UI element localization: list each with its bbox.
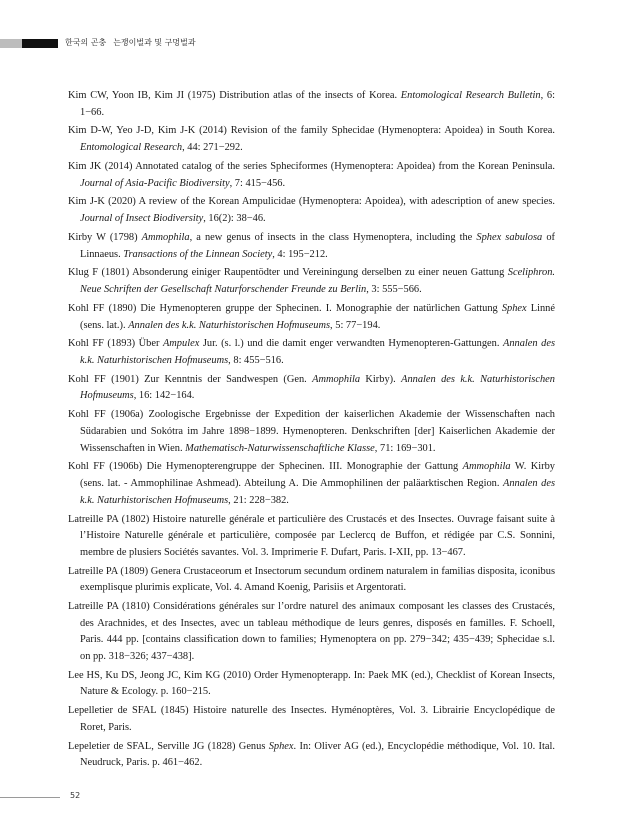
footer-rule — [0, 797, 60, 798]
reference-text: Kohl FF (1906a) Zoologische Ergebnisse der Expedition der kaiserlichen Akademie der Wissenschaften nach Südarabien und Sokótra im Jahre 1898−1899. Hymenopteren. Denkschriften [der] Kaiserlichen Akademie der Wissenschaften in Wien. — [68, 409, 555, 454]
reference-italic-text: Ammophila — [462, 461, 511, 473]
reference-text: Kohl FF (1901) Zur Kenntnis der Sandwespen (Gen. — [68, 373, 313, 385]
reference-text: , 4: 195−212. — [272, 248, 328, 260]
reference-text: Linné (sens. lat.). — [80, 302, 555, 331]
reference-text: , 16(2): 38−46. — [203, 213, 266, 225]
reference-text: Kim JK (2014) Annotated catalog of the series Spheciformes (Hymenoptera: Apoidea) from the Korean Peninsula. — [68, 160, 555, 172]
reference-italic-text: Ampulex — [162, 338, 200, 350]
reference-text: of Linnaeus. — [80, 231, 555, 260]
reference-italic-text: Entomological Research Bulletin — [400, 90, 541, 101]
reference-entry — [68, 564, 555, 597]
reference-italic-text: Transactions of the Linnean Society — [123, 248, 273, 260]
reference-italic-text: Annalen des k.k. Naturhistorischen Hofmuseums — [80, 338, 555, 366]
reference-text: Kirby W (1798) — [68, 231, 142, 243]
reference-text: Kim CW, Yoon IB, Kim JI (1975) Distribution atlas of the insects of Korea. — [68, 90, 401, 101]
reference-italic-text: Sceliphron. Neue Schriften der Gesellschaft Naturforschender Freunde zu Berlin — [80, 267, 555, 296]
reference-entry — [68, 372, 555, 405]
reference-italic-text: Mathematisch-Naturwissenschaftliche Klasse — [185, 442, 375, 454]
reference-text: Latreille PA (1810) Considérations générales sur l’ordre naturel des animaux composant les classes des Crustacés, des Arachnides, et des Insectes, avec un tableau méthodique de leurs genres, disposés en familles. F. Schoell, Paris. 444 pp. [contains classification down to families; Hymenoptera on pp. 279−342; 435−439; Sphecidae s.l. on pp. 318−326; 437−438]. — [68, 601, 555, 662]
header-gray-bar — [0, 39, 22, 48]
reference-italic-text: Sphex — [268, 740, 294, 752]
reference-entry — [68, 265, 555, 298]
page-number: 52 — [70, 791, 81, 800]
reference-text: Klug F (1801) Absonderung einiger Raupentödter und Vereiningung derselben zu einer neuen Gattung — [68, 267, 508, 279]
reference-italic-text: Annalen des k.k. Naturhistorischen Hofmuseums — [80, 478, 555, 506]
reference-entry — [68, 739, 555, 772]
reference-italic-text: Annalen des k.k. Naturhistorischen Hofmuseums — [128, 319, 331, 331]
reference-entry — [68, 230, 555, 263]
reference-italic-text: Entomological Research — [80, 142, 183, 154]
reference-text: , 7: 415−456. — [229, 177, 286, 189]
reference-entry — [68, 668, 555, 701]
reference-entry — [68, 459, 555, 509]
reference-text: , 3: 555−566. — [366, 284, 422, 296]
header-black-bar — [22, 39, 58, 48]
reference-text: Lepelletier de SFAL (1845) Histoire naturelle des Insectes. Hyménoptères, Vol. 3. Librairie Encyclopédique de Roret, Paris. — [68, 705, 555, 733]
reference-entry — [68, 512, 555, 562]
header-subtitle: 는쟁이벌과 및 구멍벌과 — [113, 38, 196, 47]
reference-entry — [68, 336, 555, 369]
reference-text: Kohl FF (1890) Die Hymenopteren gruppe der Sphecinen. I. Monographie der natürlichen Gattung — [68, 302, 502, 314]
reference-text: Jur. (s. l.) und die damit enger verwandten Hymenopteren-Gattungen. — [199, 338, 503, 350]
reference-text: Latreille PA (1802) Histoire naturelle générale et particulière des Crustacés et des Insectes. Ouvrage faisant suite à l’Histoire Naturelle générale et particulière, composée par Leclercq de Buffon, et rédigée par C.S. Sonnini, membre de plusiers Sociétés savantes. Vol. 3. Imprimerie F. Dufart, Paris. I-XII, pp. 13−467. — [68, 513, 555, 558]
reference-entry — [68, 123, 555, 156]
reference-text: Kim J-K (2020) A review of the Korean Ampulicidae (Hymenoptera: Apoidea), with adescription of anew species. — [68, 196, 555, 208]
reference-italic-text: Journal of Asia-Pacific Biodiversity — [80, 177, 230, 189]
reference-text: , 44: 271−292. — [182, 142, 243, 154]
reference-text: Kohl FF (1893) Über — [68, 338, 163, 350]
reference-text: W. Kirby (sens. lat. - Ammophilinae Ashmead). Abteilung A. Die Ammophilinen der paläarktischen Region. — [80, 461, 556, 490]
running-header — [65, 37, 196, 48]
reference-text: Kirby). — [360, 373, 402, 385]
reference-entry — [68, 301, 555, 334]
reference-text: , 6: 1−66. — [80, 90, 555, 118]
reference-italic-text: Annalen des k.k. Naturhistorischen Hofmuseums — [80, 373, 555, 402]
reference-text: Lepeletier de SFAL, Serville JG (1828) Genus — [68, 740, 269, 752]
reference-text: Kim D-W, Yeo J-D, Kim J-K (2014) Revision of the family Sphecidae (Hymenoptera: Apoidea) in South Korea. — [68, 125, 555, 137]
reference-text: , 16: 142−164. — [133, 390, 195, 402]
reference-entry — [68, 407, 555, 457]
reference-text: . In: Oliver AG (ed.), Encyclopédie méthodique, Vol. 10. Ital. Neudruck, Paris. p. 461−462. — [80, 740, 555, 769]
reference-italic-text: Ammophila — [312, 373, 361, 385]
reference-text: , 5: 77−194. — [330, 319, 381, 331]
reference-list — [68, 88, 555, 774]
reference-text: , 21: 228−382. — [228, 494, 289, 506]
reference-entry — [68, 703, 555, 736]
reference-entry — [68, 599, 555, 665]
reference-text: , a new genus of insects in the class Hymenoptera, including the — [189, 231, 477, 243]
reference-text: , 8: 455−516. — [228, 354, 284, 366]
reference-text: Kohl FF (1906b) Die Hymenopterengruppe der Sphecinen. III. Monographie der Gattung — [68, 461, 463, 473]
reference-text: , 71: 169−301. — [374, 442, 436, 454]
reference-entry — [68, 159, 555, 192]
reference-italic-text: Journal of Insect Biodiversity — [80, 213, 204, 225]
reference-text: Latreille PA (1809) Genera Crustaceorum et Insectorum secundum ordinem naturalem in familias disposita, iconibus exemplisque plurimis explicate, Vol. 4. Amand Koenig, Parisiis et Argentorati. — [68, 565, 555, 594]
header-section: 한국의 곤충 — [65, 38, 107, 47]
reference-italic-text: Sphex sabulosa — [476, 231, 543, 243]
reference-italic-text: Ammophila — [141, 231, 190, 243]
reference-text: Lee HS, Ku DS, Jeong JC, Kim KG (2010) Order Hymenopterapp. In: Paek MK (ed.), Checklist of Korean Insects, Nature & Ecology. p. 160−215. — [68, 669, 555, 698]
reference-italic-text: Sphex — [501, 302, 527, 314]
reference-entry — [68, 88, 555, 121]
reference-entry — [68, 194, 555, 227]
